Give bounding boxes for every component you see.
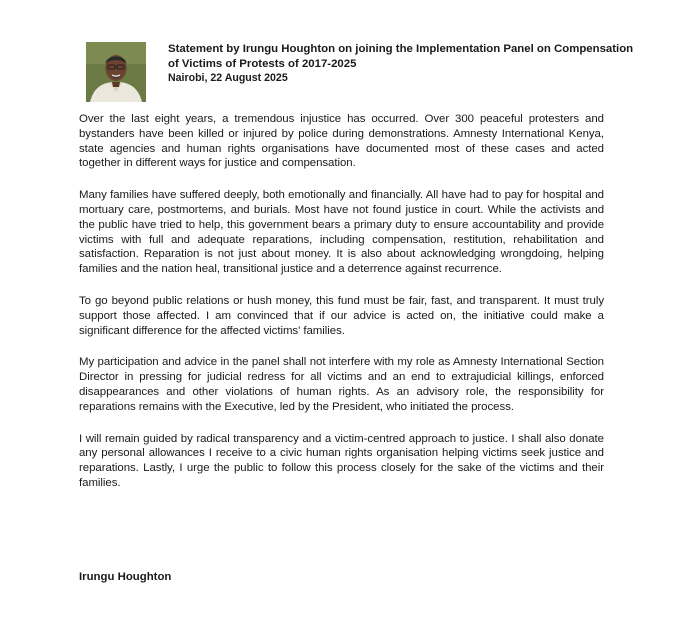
signature: Irungu Houghton — [79, 571, 172, 583]
dateline: Nairobi, 22 August 2025 — [168, 72, 288, 84]
paragraph: Over the last eight years, a tremendous injustice has occurred. Over 300 peaceful protesters and bystanders have been killed or injured by police during demonstrations. Amnesty International Kenya, state agencies and human rights organisations have documented most of these cases and acted together in different ways for justice and compensation. — [79, 113, 604, 170]
statement-body — [79, 112, 604, 508]
paragraph: Many families have suffered deeply, both emotionally and financially. All have had to pay for hospital and mortuary care, postmortems, and burials. Most have not found justice in court. While the activists and the public have tried to help, this government bears a primary duty to ensure accountability and provide victims with full and adequate reparations, including compensation, restitution, rehabilitation and satisfaction. Reparation is not just about money. It is also about acknowledging wrongdoing, helping families and the nation heal, transitional justice and a deterrence against recurrence. — [79, 189, 604, 276]
statement-header — [86, 42, 646, 104]
paragraph: I will remain guided by radical transparency and a victim-centred approach to justice. I shall also donate any personal allowances I receive to a civic human rights organisation helping victims seek justice and reparations. Lastly, I urge the public to follow this process closely for the sake of the victims and their families. — [79, 432, 604, 489]
author-portrait — [86, 42, 146, 102]
paragraph: To go beyond public relations or hush money, this fund must be fair, fast, and transparent. It must truly support those affected. I am convinced that if our advice is acted on, the initiative could make a significant difference for the affected victims' families. — [79, 294, 604, 337]
statement-title: Statement by Irungu Houghton on joining the Implementation Panel on Compensation of Victims of Protests of 2017-2025 — [168, 43, 634, 70]
paragraph: My participation and advice in the panel shall not interfere with my role as Amnesty International Section Director in pressing for judicial redress for all victims and an end to extrajudicial killings, enforced disappearances and other violations of human rights. As an advisory role, the responsibility for reparations remains with the Executive, led by the President, who initiated the process. — [79, 356, 604, 413]
portrait-image — [86, 42, 146, 102]
title-block — [168, 42, 638, 85]
